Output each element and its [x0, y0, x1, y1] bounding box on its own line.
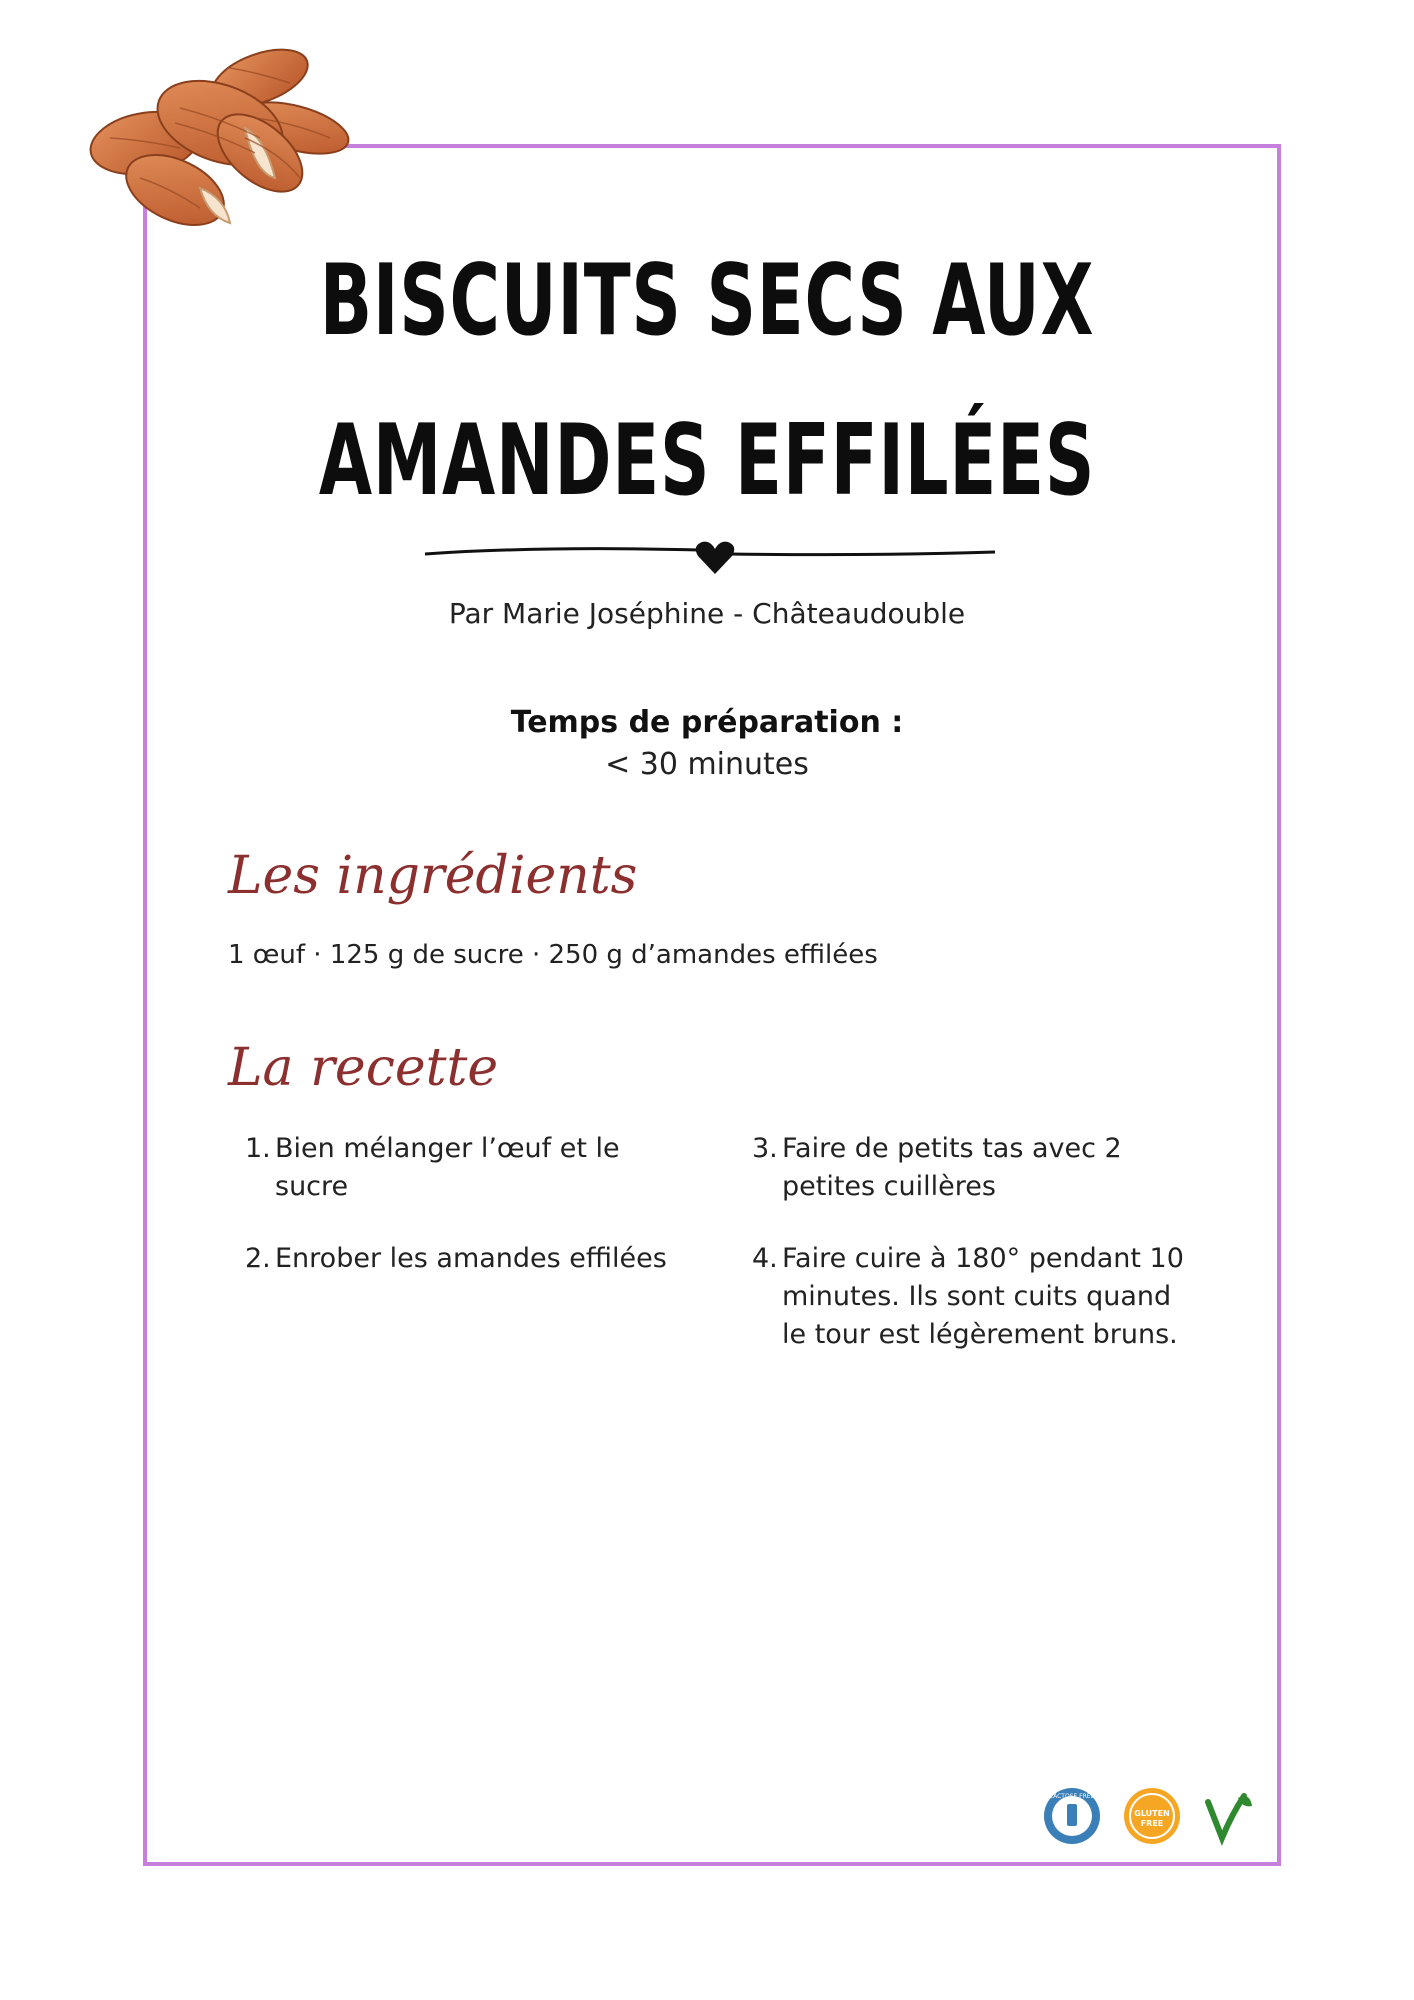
recipe-title-line-1: BISCUITS SECS AUX [319, 244, 1095, 358]
heart-divider-icon [420, 534, 1000, 584]
step-text: Enrober les amandes effilées [275, 1243, 667, 1274]
diet-badges [1040, 1784, 1260, 1848]
gluten-free-label-1: GLUTEN [1134, 1809, 1170, 1818]
recipe-title-line-2: AMANDES EFFILÉES [318, 404, 1096, 518]
recipe-step-1 [245, 1130, 675, 1206]
gluten-free-label-2: FREE [1140, 1819, 1164, 1828]
recipe-step-3 [752, 1130, 1202, 1206]
gluten-free-icon [1124, 1788, 1180, 1844]
prep-time-label: Temps de préparation : [510, 705, 904, 740]
step-text: Faire de petits tas avec 2 petites cuillères [782, 1133, 1122, 1202]
step-number: 4. [752, 1243, 778, 1274]
almonds-illustration [60, 28, 360, 248]
step-number: 3. [752, 1133, 778, 1164]
step-number: 1. [245, 1133, 271, 1164]
prep-time-value: < 30 minutes [605, 747, 809, 782]
ingredients-list: 1 œuf · 125 g de sucre · 250 g d’amandes effilées [228, 940, 878, 970]
step-number: 2. [245, 1243, 271, 1274]
recipe-step-4 [752, 1240, 1202, 1354]
step-text: Faire cuire à 180° pendant 10 minutes. Ils sont cuits quand le tour est légèrement bruns. [782, 1243, 1184, 1350]
vegan-v-icon [1208, 1796, 1252, 1838]
ingredients-heading: Les ingrédients [228, 846, 638, 906]
recipe-author: Par Marie Joséphine - Châteaudouble [448, 597, 966, 630]
step-text: Bien mélanger l’œuf et le sucre [275, 1133, 620, 1202]
lactose-free-icon [1044, 1788, 1100, 1844]
lactose-free-label: LACTOSE FREE [1049, 1793, 1095, 1800]
recipe-heading: La recette [228, 1038, 499, 1098]
recipe-step-2 [245, 1240, 675, 1278]
page-frame [143, 144, 1281, 1866]
